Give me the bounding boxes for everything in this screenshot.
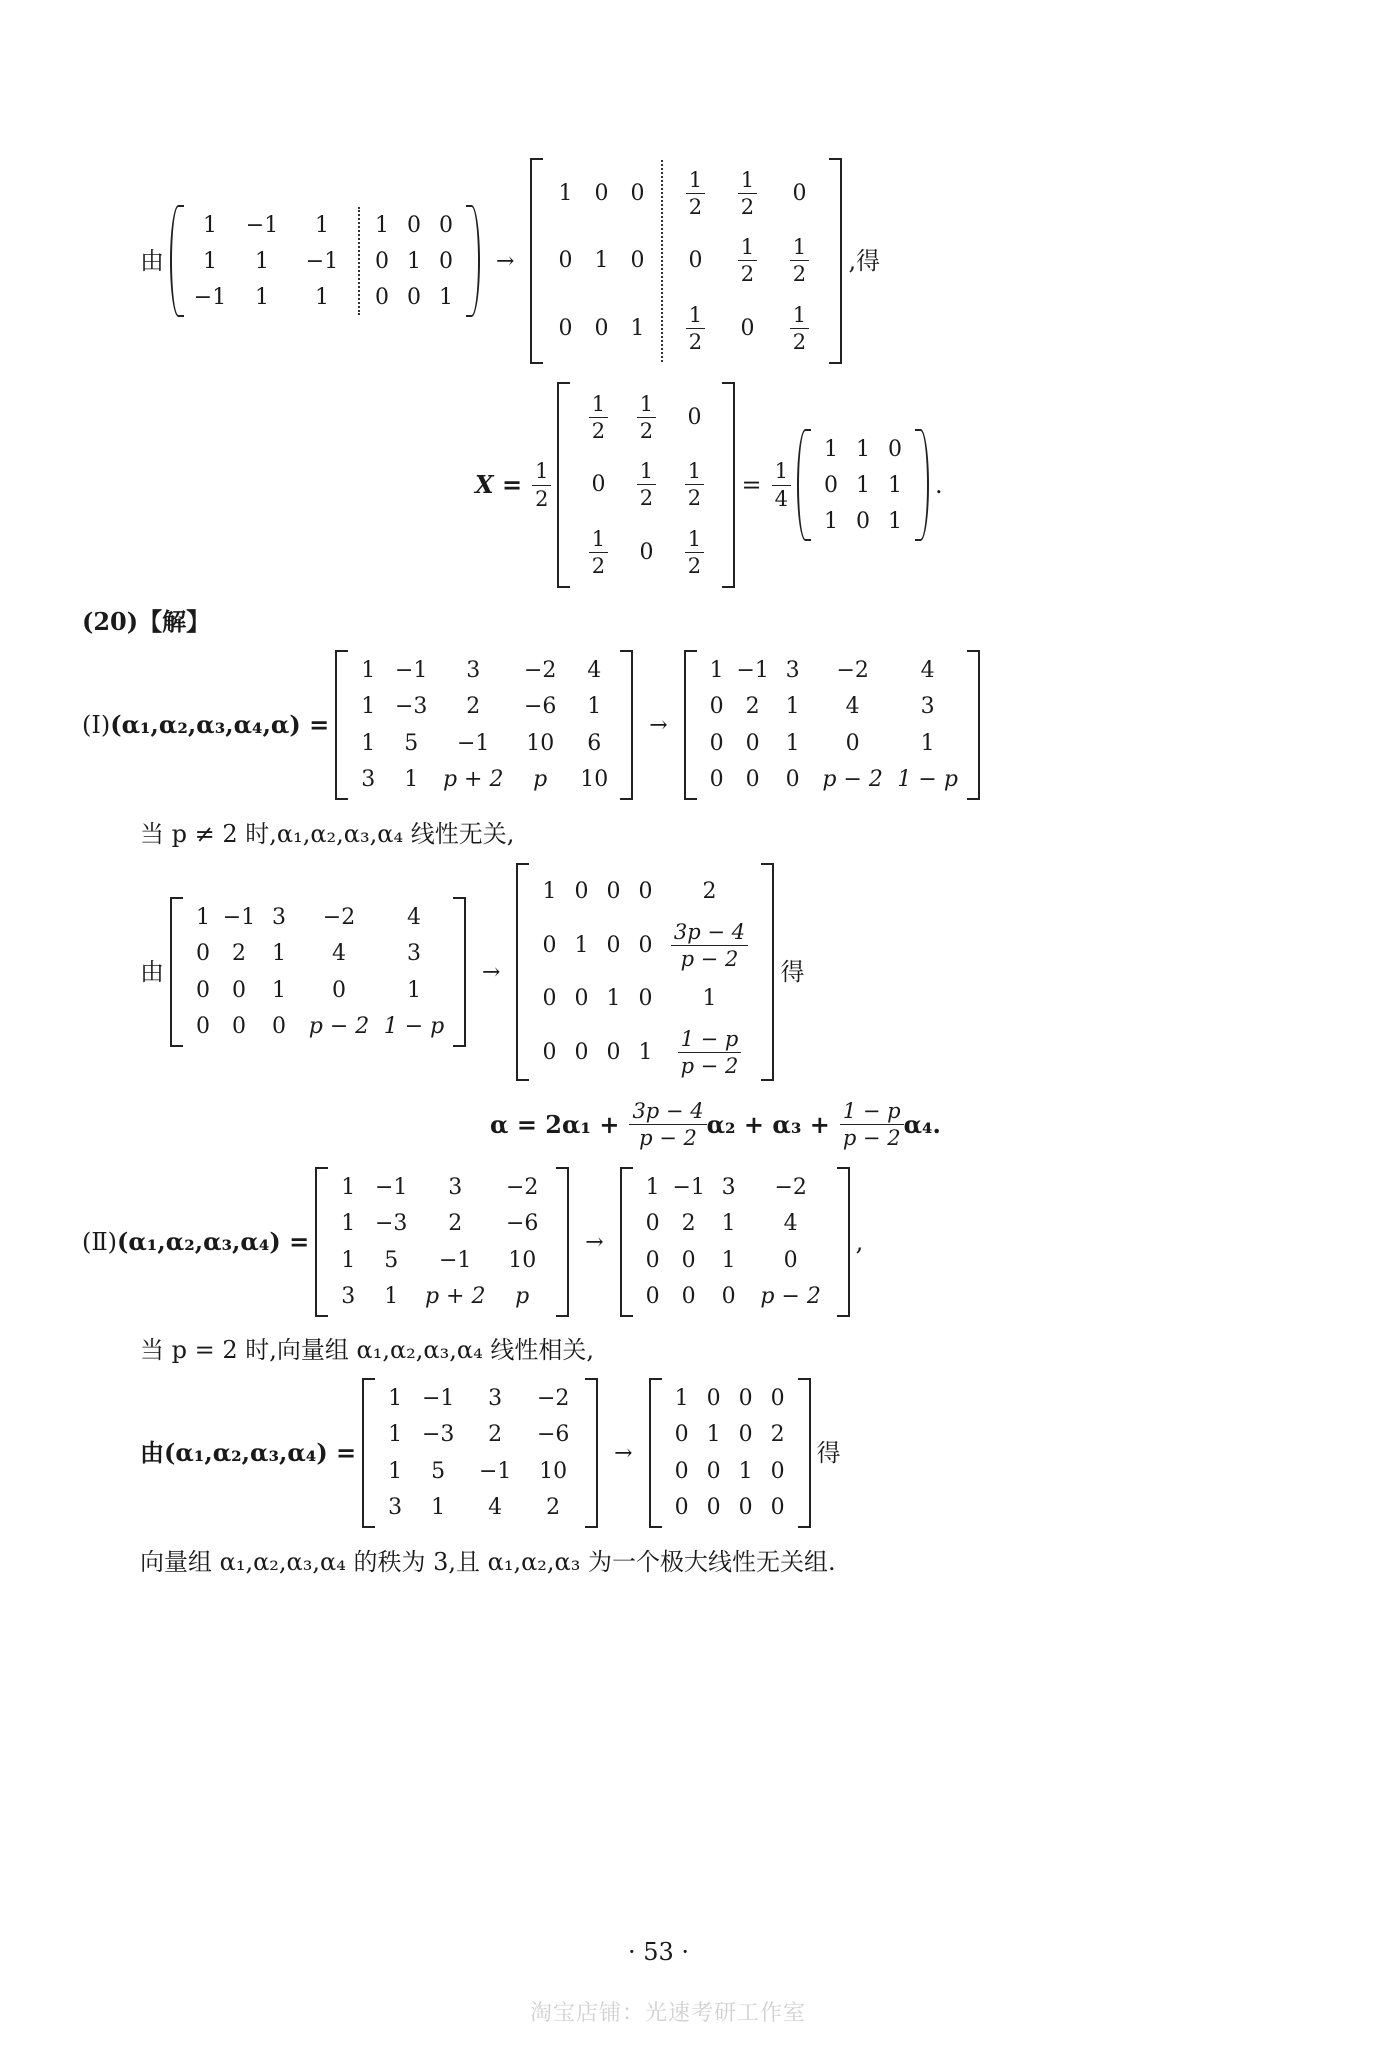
matrix-row xyxy=(574,519,718,586)
matrix-cell: 0 xyxy=(196,977,210,1003)
matrix-cell: −6 xyxy=(506,1211,539,1237)
matrix-cell: $\frac{1}{2}$ xyxy=(721,169,773,218)
matrix-cell: 0 xyxy=(594,315,609,341)
matrix-row xyxy=(352,762,616,799)
matrix-cell: −2 xyxy=(536,1385,570,1411)
matrix-cell: $\frac{3p - 4}{p - 2}$ xyxy=(661,921,757,970)
matrix-cell: 0 xyxy=(606,1039,621,1065)
part1-condition: 当 p ≠ 2 时,α₁,α₂,α₃,α₄ 线性无关, xyxy=(140,820,515,848)
part2-tuple2: 由(α₁,α₂,α₃,α₄) = xyxy=(140,1438,357,1467)
matrix-cell: 4 xyxy=(407,904,421,930)
matrix-cell: p xyxy=(533,767,548,793)
matrix-cell: 6 xyxy=(587,730,602,756)
part1-tuple: (α₁,α₂,α₃,α₄,α) = xyxy=(110,710,330,739)
matrix-cell: 1 xyxy=(404,767,419,793)
matrix-cell: −1 xyxy=(672,1174,705,1200)
matrix-row xyxy=(669,160,825,227)
matrix-row xyxy=(669,227,825,294)
matrix-cell: −1 xyxy=(736,657,769,683)
matrix-cell: 0 xyxy=(439,212,453,238)
matrix-cell: 2 xyxy=(466,694,481,720)
matrix-cell: 0 xyxy=(745,730,760,756)
matrix-cell: 0 xyxy=(439,248,453,274)
matrix-cell: 1 xyxy=(706,1422,721,1448)
matrix-row xyxy=(188,207,352,243)
q20-label: (20)【解】 xyxy=(82,607,211,636)
matrix-cell: 0 xyxy=(630,181,645,207)
matrix-cell: 1 xyxy=(341,1211,356,1237)
matrix-cell: 1 xyxy=(630,315,645,341)
matrix-cell: 0 xyxy=(606,932,621,958)
matrix-cell: 0 xyxy=(770,1495,785,1521)
watermark: 淘宝店铺：光速考研工作室 xyxy=(530,2001,807,2026)
matrix-cell: −2 xyxy=(774,1174,807,1200)
matrix-cell: 1 xyxy=(542,879,557,905)
matrix-cell: 1 xyxy=(407,248,421,274)
matrix-cell: 1 xyxy=(709,657,724,683)
matrix-cell: 2 xyxy=(681,1211,696,1237)
matrix-row xyxy=(187,899,449,936)
matrix-cell: p − 2 xyxy=(308,1014,370,1040)
matrix-cell: 1 xyxy=(375,212,389,238)
matrix-row xyxy=(637,1169,833,1206)
coef-quarter: $\frac{1}{4}$ xyxy=(772,460,791,509)
matrix-cell: 0 xyxy=(196,1014,210,1040)
matrix-cell: −6 xyxy=(536,1422,570,1448)
matrix-cell: −3 xyxy=(421,1422,455,1448)
matrix-cell: 1 xyxy=(341,1247,356,1273)
matrix-cell: 0 xyxy=(681,1284,696,1310)
matrix-row xyxy=(533,865,757,919)
matrix-cell: 1 xyxy=(203,248,217,274)
matrix-cell: 0 xyxy=(232,977,246,1003)
matrix-row xyxy=(379,1417,581,1454)
matrix-row xyxy=(574,384,718,451)
matrix-cell: −1 xyxy=(305,248,339,274)
matrix-cell: 10 xyxy=(526,730,555,756)
matrix-cell: 3 xyxy=(721,1174,736,1200)
matrix-cell: 10 xyxy=(580,767,609,793)
matrix-cell: 1 xyxy=(721,1211,736,1237)
matrix-cell: −3 xyxy=(375,1211,408,1237)
matrix-cell: 0 xyxy=(558,248,573,274)
matrix-row xyxy=(547,295,655,362)
matrix-cell: 1 xyxy=(887,472,902,498)
matrix-cell: −1 xyxy=(245,212,279,238)
matrix-part2-p2 xyxy=(362,1378,598,1528)
matrix-row xyxy=(332,1206,552,1243)
matrix-cell: 0 xyxy=(272,1014,286,1040)
matrix-part2-reduced xyxy=(649,1378,811,1528)
arrow: → xyxy=(614,1440,633,1466)
block1-row xyxy=(140,158,880,364)
matrix-augmented-left xyxy=(170,205,480,317)
matrix-cell: 0 xyxy=(638,986,653,1012)
matrix-row xyxy=(701,689,963,726)
matrix-cell: 1 xyxy=(594,248,609,274)
matrix-cell: 0 xyxy=(845,730,860,756)
matrix-cell: $\frac{1}{2}$ xyxy=(622,393,670,442)
matrix-cell: 0 xyxy=(645,1211,660,1237)
matrix-cell: 1 xyxy=(645,1174,660,1200)
matrix-cell: 5 xyxy=(384,1247,399,1273)
matrix-cell: 1 xyxy=(855,436,870,462)
matrix-cell: 1 xyxy=(823,436,838,462)
matrix-row xyxy=(666,1453,794,1490)
matrix-cell: 0 xyxy=(674,1422,689,1448)
matrix-cell: 0 xyxy=(709,730,724,756)
matrix-cell: 3 xyxy=(361,767,376,793)
matrix-cell: $\frac{1}{2}$ xyxy=(574,528,622,577)
matrix-cell: 0 xyxy=(674,1495,689,1521)
matrix-cell: $\frac{1}{2}$ xyxy=(773,304,825,353)
matrix-cell: 1 xyxy=(388,1422,403,1448)
matrix-cell: 0 xyxy=(823,472,838,498)
matrix-row xyxy=(533,1026,757,1080)
matrix-row xyxy=(379,1453,581,1490)
matrix-cell: 0 xyxy=(674,1458,689,1484)
matrix-cell: 0 xyxy=(594,181,609,207)
matrix-cell: −3 xyxy=(395,694,428,720)
matrix-cell: 1 − p xyxy=(383,1014,445,1040)
matrix-cell: 0 xyxy=(738,1422,753,1448)
matrix-cell: 0 xyxy=(196,941,210,967)
x-equation xyxy=(475,382,943,588)
matrix-cell: $\frac{1}{2}$ xyxy=(721,236,773,285)
matrix-row xyxy=(187,1009,449,1046)
matrix-part1-left xyxy=(335,650,633,800)
matrix-cell: $\frac{1}{2}$ xyxy=(622,460,670,509)
matrix-cell: 4 xyxy=(587,657,602,683)
matrix-part1-right xyxy=(684,650,980,800)
matrix-cell: 3 xyxy=(466,657,481,683)
alpha-eq-part-c: α₄. xyxy=(903,1109,941,1139)
matrix-cell: 1 xyxy=(361,694,376,720)
matrix-row xyxy=(533,972,757,1026)
matrix-row xyxy=(637,1279,833,1316)
matrix-row xyxy=(366,279,462,315)
matrix-cell: −1 xyxy=(478,1458,512,1484)
x-lhs: X = xyxy=(475,470,523,499)
matrix-row xyxy=(352,725,616,762)
comma: , xyxy=(855,1228,864,1256)
matrix-cell: 0 xyxy=(706,1385,721,1411)
matrix-cell: 1 xyxy=(574,932,589,958)
part1-label: (Ⅰ) xyxy=(82,711,111,739)
matrix-cell: 0 xyxy=(687,405,702,431)
alpha-eq-part-a: α = 2α₁ + xyxy=(490,1109,620,1139)
matrix-cell: 1 xyxy=(255,284,269,310)
matrix-cell: 1 xyxy=(341,1174,356,1200)
equals: = xyxy=(741,471,762,499)
matrix-x-int xyxy=(797,429,929,541)
matrix-cell: −1 xyxy=(395,657,428,683)
matrix-row xyxy=(701,762,963,799)
matrix-cell: 4 xyxy=(920,657,935,683)
matrix-cell: 0 xyxy=(645,1284,660,1310)
matrix-cell: 1 xyxy=(388,1458,403,1484)
matrix-cell: −1 xyxy=(375,1174,408,1200)
matrix-cell: −1 xyxy=(421,1385,455,1411)
matrix-cell: 0 xyxy=(638,879,653,905)
matrix-row xyxy=(666,1490,794,1527)
matrix-row xyxy=(352,652,616,689)
matrix-cell: 0 xyxy=(770,1458,785,1484)
matrix-row xyxy=(547,160,655,227)
matrix-cell: 10 xyxy=(539,1458,568,1484)
matrix-cell: −2 xyxy=(322,904,356,930)
part1-row xyxy=(82,650,986,800)
matrix-cell: 1 − p xyxy=(897,767,958,793)
matrix-cell: 2 xyxy=(546,1495,561,1521)
you-label: 由 xyxy=(140,958,164,986)
part2-tuple: (α₁,α₂,α₃,α₄) = xyxy=(117,1227,310,1256)
matrix-cell: 0 xyxy=(688,248,703,274)
matrix-cell: 0 xyxy=(792,181,807,207)
matrix-cell: 0 xyxy=(574,879,589,905)
matrix-cell: 2 xyxy=(770,1422,785,1448)
matrix-row xyxy=(815,467,911,503)
frac-1-p: $\frac{1 - p}{p - 2}$ xyxy=(840,1100,904,1149)
matrix-row xyxy=(187,972,449,1009)
matrix-row xyxy=(379,1490,581,1527)
matrix-row xyxy=(815,503,911,539)
matrix-cell: 1 xyxy=(272,977,286,1003)
matrix-cell: 1 xyxy=(674,1385,689,1411)
matrix-cell: 1 xyxy=(196,904,210,930)
matrix-cell: −6 xyxy=(524,694,557,720)
matrix-row xyxy=(547,227,655,294)
matrix-cell: 1 xyxy=(702,986,717,1012)
matrix-cell: 0 xyxy=(542,1039,557,1065)
matrix-cell: 0 xyxy=(783,1247,798,1273)
matrix-cell: 1 xyxy=(388,1385,403,1411)
matrix-cell: 0 xyxy=(375,248,389,274)
arrow: → xyxy=(496,248,515,274)
matrix-cell: $\frac{1}{2}$ xyxy=(669,304,721,353)
matrix-part2-left xyxy=(315,1167,569,1317)
period: . xyxy=(934,471,943,499)
matrix-cell: 0 xyxy=(630,248,645,274)
de-label: ,得 xyxy=(848,247,881,275)
matrix-cell: 1 xyxy=(587,694,602,720)
matrix-cell: 1 xyxy=(638,1039,653,1065)
matrix-cell: 1 xyxy=(361,730,376,756)
matrix-cell: −1 xyxy=(457,730,490,756)
part2-label: (Ⅱ) xyxy=(82,1228,118,1256)
matrix-cell: 1 xyxy=(606,986,621,1012)
matrix-cell: $\frac{1 - p}{p - 2}$ xyxy=(661,1028,757,1077)
matrix-cell: p + 2 xyxy=(442,767,504,793)
frac-3p-4: $\frac{3p - 4}{p - 2}$ xyxy=(629,1100,706,1149)
matrix-row xyxy=(637,1242,833,1279)
matrix-cell: 0 xyxy=(745,767,760,793)
page-number: · 53 · xyxy=(628,1938,690,1966)
matrix-cell: 2 xyxy=(232,941,246,967)
matrix-cell: 1 xyxy=(315,212,329,238)
arrow: → xyxy=(585,1229,604,1255)
matrix-cell: 0 xyxy=(558,315,573,341)
matrix-cell: 0 xyxy=(770,1385,785,1411)
matrix-cell: 0 xyxy=(638,932,653,958)
matrix-row xyxy=(574,451,718,518)
matrix-row xyxy=(379,1380,581,1417)
alpha-eq-part-b: α₂ + α₃ + xyxy=(706,1109,830,1139)
matrix-cell: $\frac{1}{2}$ xyxy=(670,528,718,577)
matrix-cell: 2 xyxy=(702,879,717,905)
matrix-cell: 0 xyxy=(407,284,421,310)
matrix-cell: 1 xyxy=(203,212,217,238)
matrix-cell: 2 xyxy=(488,1422,503,1448)
matrix-cell: −1 xyxy=(439,1247,472,1273)
matrix-row xyxy=(366,243,462,279)
matrix-cell: 2 xyxy=(745,694,760,720)
matrix-cell: 0 xyxy=(887,436,902,462)
matrix-cell: 4 xyxy=(488,1495,503,1521)
part2-conclusion: 向量组 α₁,α₂,α₃,α₄ 的秩为 3,且 α₁,α₂,α₃ 为一个极大线性无关组. xyxy=(140,1548,836,1576)
matrix-row xyxy=(666,1417,794,1454)
part2-row xyxy=(82,1167,863,1317)
matrix-row xyxy=(366,207,462,243)
matrix-cell: p − 2 xyxy=(822,767,883,793)
you-label: 由 xyxy=(140,247,164,275)
matrix-cell: 1 xyxy=(315,284,329,310)
matrix-row xyxy=(332,1279,552,1316)
matrix-cell: 3 xyxy=(785,657,800,683)
matrix-cell: 1 xyxy=(361,657,376,683)
matrix-cell: 1 xyxy=(407,977,421,1003)
matrix-cell: 0 xyxy=(738,1495,753,1521)
matrix-row xyxy=(332,1169,552,1206)
matrix-cell: 0 xyxy=(740,315,755,341)
matrix-row xyxy=(352,689,616,726)
matrix-cell: 0 xyxy=(232,1014,246,1040)
matrix-row xyxy=(533,919,757,973)
arrow: → xyxy=(482,959,501,985)
matrix-row xyxy=(332,1242,552,1279)
matrix-cell: 0 xyxy=(721,1284,736,1310)
matrix-cell: 0 xyxy=(709,767,724,793)
matrix-part2-right xyxy=(620,1167,850,1317)
matrix-cell: 1 xyxy=(721,1247,736,1273)
matrix-cell: −1 xyxy=(193,284,227,310)
matrix-cell: 1 xyxy=(785,694,800,720)
matrix-cell: 0 xyxy=(574,986,589,1012)
matrix-row xyxy=(637,1206,833,1243)
matrix-cell: $\frac{1}{2}$ xyxy=(773,236,825,285)
matrix-cell: 1 xyxy=(384,1284,399,1310)
matrix-cell: $\frac{1}{2}$ xyxy=(669,169,721,218)
matrix-cell: 0 xyxy=(375,284,389,310)
matrix-cell: 4 xyxy=(783,1211,798,1237)
matrix-cell: p + 2 xyxy=(424,1284,486,1310)
matrix-cell: 1 xyxy=(558,181,573,207)
matrix-cell: 1 xyxy=(272,941,286,967)
matrix-cell: 5 xyxy=(404,730,419,756)
matrix-cell: 0 xyxy=(606,879,621,905)
matrix-cell: 10 xyxy=(508,1247,537,1273)
matrix-cell: 0 xyxy=(542,986,557,1012)
matrix-row xyxy=(701,652,963,689)
matrix-row xyxy=(188,243,352,279)
matrix-cell: 0 xyxy=(709,694,724,720)
matrix-cell: 1 xyxy=(439,284,453,310)
matrix-cell: 1 xyxy=(431,1495,446,1521)
matrix-cell: 0 xyxy=(639,539,654,565)
arrow: → xyxy=(649,712,668,738)
matrix-row xyxy=(669,295,825,362)
matrix-cell: 3 xyxy=(488,1385,503,1411)
matrix-cell: 0 xyxy=(407,212,421,238)
matrix-x-half xyxy=(557,382,735,588)
matrix-cell: 3 xyxy=(272,904,286,930)
matrix-cell: $\frac{1}{2}$ xyxy=(670,460,718,509)
matrix-cell: 1 xyxy=(855,472,870,498)
matrix-cell: $\frac{1}{2}$ xyxy=(574,393,622,442)
matrix-cell: 0 xyxy=(706,1458,721,1484)
de-label: 得 xyxy=(780,958,805,986)
matrix-cell: 1 xyxy=(785,730,800,756)
matrix-cell: 3 xyxy=(388,1495,403,1521)
part1-reduce-row xyxy=(140,863,804,1081)
matrix-cell: 0 xyxy=(785,767,800,793)
matrix-cell: p − 2 xyxy=(760,1284,821,1310)
matrix-cell: −2 xyxy=(524,657,557,683)
matrix-cell: 0 xyxy=(574,1039,589,1065)
matrix-cell: −1 xyxy=(222,904,256,930)
matrix-cell: 2 xyxy=(448,1211,463,1237)
matrix-cell: p xyxy=(515,1284,530,1310)
matrix-cell: 4 xyxy=(332,941,346,967)
matrix-cell: 0 xyxy=(542,932,557,958)
matrix-row xyxy=(187,936,449,973)
matrix-row xyxy=(815,431,911,467)
matrix-cell: 0 xyxy=(591,472,606,498)
matrix-augmented-right xyxy=(530,158,842,364)
part2-condition: 当 p = 2 时,向量组 α₁,α₂,α₃,α₄ 线性相关, xyxy=(140,1336,594,1364)
matrix-cell: 1 xyxy=(887,508,902,534)
matrix-cell: 1 xyxy=(823,508,838,534)
matrix-cell: 3 xyxy=(448,1174,463,1200)
matrix-cell: 1 xyxy=(255,248,269,274)
part2-reduce-row xyxy=(140,1378,841,1528)
coef-half: $\frac{1}{2}$ xyxy=(532,460,551,509)
matrix-row xyxy=(701,725,963,762)
matrix-cell: 1 xyxy=(738,1458,753,1484)
matrix-cell: 0 xyxy=(855,508,870,534)
matrix-cell: 0 xyxy=(706,1495,721,1521)
matrix-cell: 3 xyxy=(407,941,421,967)
matrix-cell: −2 xyxy=(506,1174,539,1200)
matrix-part1-reduced xyxy=(516,863,774,1081)
matrix-cell: 0 xyxy=(738,1385,753,1411)
matrix-cell: −2 xyxy=(836,657,869,683)
matrix-cell: 3 xyxy=(341,1284,356,1310)
matrix-cell: 4 xyxy=(845,694,860,720)
matrix-part1-echelon xyxy=(170,897,466,1047)
matrix-cell: 1 xyxy=(920,730,935,756)
alpha-expression xyxy=(490,1100,941,1149)
matrix-row xyxy=(188,279,352,315)
de-label: 得 xyxy=(816,1439,841,1467)
matrix-cell: 5 xyxy=(431,1458,446,1484)
matrix-row xyxy=(666,1380,794,1417)
matrix-cell: 0 xyxy=(645,1247,660,1273)
matrix-cell: 0 xyxy=(681,1247,696,1273)
matrix-cell: 0 xyxy=(332,977,346,1003)
matrix-cell: 3 xyxy=(920,694,935,720)
